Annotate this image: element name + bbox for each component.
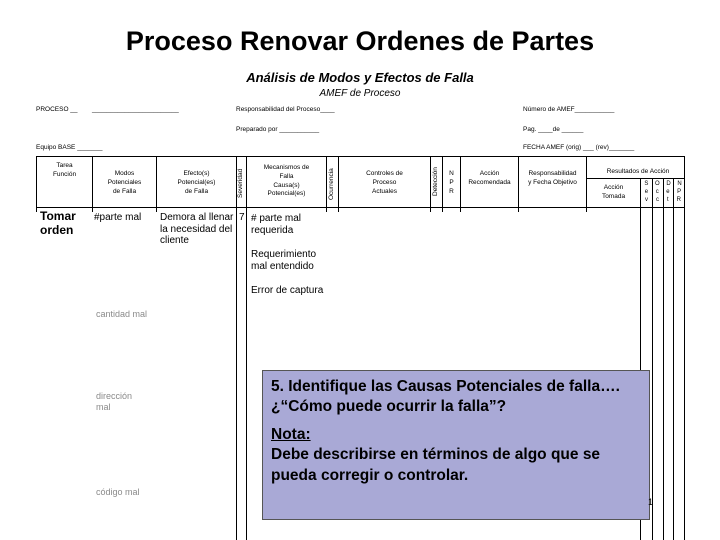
responsabilidad-label: Responsabilidad del Proceso____ — [236, 106, 335, 113]
res-col-o: O — [655, 181, 660, 187]
res-col2-e2: e — [666, 189, 670, 196]
causa-2: Requerimiento mal entendido — [251, 249, 317, 272]
res-col-s: S — [644, 181, 649, 187]
res-col3-c: c — [655, 197, 659, 204]
callout-nota-text: Debe describirse en términos de algo que se pueda corregir o controlar. — [271, 446, 601, 484]
res-col-n: N — [677, 181, 682, 187]
res-col2-p: P — [677, 189, 682, 196]
causa-3: Error de captura — [251, 285, 324, 296]
header-deteccion: Detección — [432, 167, 439, 196]
equipo-label: Equipo BASE _______ — [36, 144, 103, 151]
header-responsabilidad: Responsabilidad y Fecha Objetivo — [528, 170, 577, 186]
callout-line2: ¿“Cómo puede ocurrir la falla”? — [271, 398, 507, 416]
header-controles: Controles de Proceso Actuales — [366, 170, 403, 195]
row-modo: #parte mal — [94, 212, 142, 223]
res-col3-r: R — [676, 197, 681, 204]
header-mecanismos: Mecanismos de Falla Causa(s) Potencial(es) — [263, 164, 310, 198]
instruction-callout — [262, 370, 650, 520]
page-number: 1 — [648, 497, 654, 507]
header-efectos: Efecto(s) Potencial(es) de Falla — [177, 170, 216, 195]
causa-1: # parte mal requerida — [251, 213, 302, 236]
res-col3-t: t — [666, 197, 669, 204]
row-tarea: Tomar orden — [40, 209, 76, 237]
gray-item-codigo: código mal — [96, 487, 140, 497]
proceso-blank: ________________________ — [92, 106, 179, 113]
preparado-label: Preparado por ___________ — [236, 126, 320, 133]
header-npr-n: N — [449, 170, 454, 177]
row-severidad: 7 — [239, 212, 245, 223]
page-subtitle-2: AMEF de Proceso — [319, 88, 401, 99]
header-severidad: Severidad — [237, 168, 244, 198]
numero-amef-label: Número de AMEF___________ — [523, 106, 615, 113]
header-npr-r: R — [449, 187, 454, 195]
res-col3-v: v — [644, 197, 648, 204]
fecha-amef-label: FECHA AMEF (orig) ___ (rev)_______ — [523, 144, 635, 151]
callout-line1: 5. Identifique las Causas Potenciales de falla…. — [271, 378, 620, 395]
res-col2-e: e — [644, 189, 649, 196]
page-subtitle: Análisis de Modos y Efectos de Falla — [246, 70, 474, 85]
header-tarea: Tarea Función — [52, 162, 77, 178]
header-npr-p: P — [449, 178, 454, 186]
callout-nota-label: Nota: — [271, 426, 311, 444]
gray-item-direccion: dirección mal — [96, 391, 133, 412]
header-npr — [443, 170, 460, 196]
gray-item-cantidad: cantidad mal — [96, 309, 148, 319]
header-result-cols — [641, 180, 685, 204]
row-efecto: Demora al llenar la necesidad del cliente — [160, 212, 234, 246]
proceso-label: PROCESO __ — [36, 106, 78, 113]
header-ocurrencia: Ocurrencia — [328, 168, 335, 200]
pagina-label: Pag. ____de ______ — [523, 126, 584, 133]
res-col2-c: c — [655, 189, 659, 196]
page-title: Proceso Renovar Ordenes de Partes — [125, 26, 595, 56]
res-col-d: D — [666, 181, 671, 187]
header-accion: Acción Recomendada — [468, 170, 511, 186]
header-modos: Modos Potenciales de Falla — [107, 170, 142, 195]
header-accion-tomada: Acción Tomada — [601, 184, 626, 200]
header-resultados: Resultados de Acción — [606, 168, 670, 175]
